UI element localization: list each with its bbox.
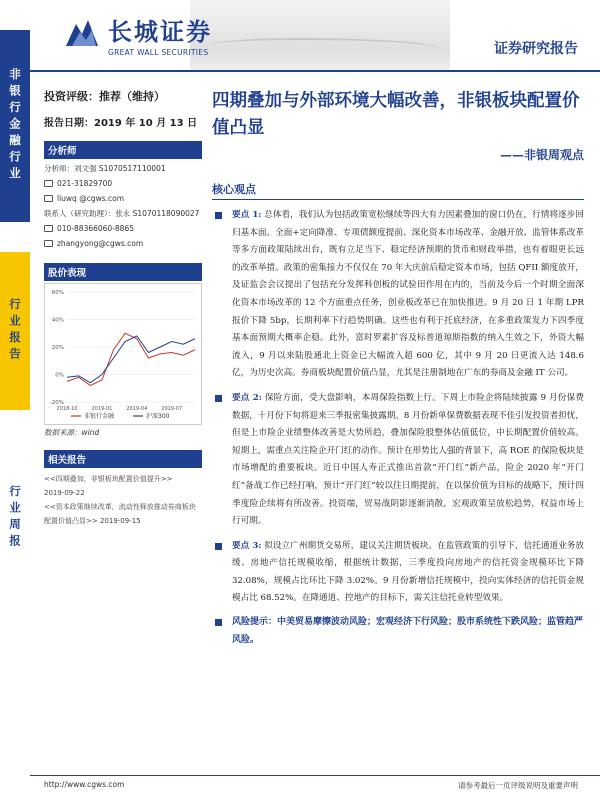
analyst-name: 分析师：刘文强 S1070517110001 bbox=[44, 164, 166, 173]
sidebar bbox=[44, 88, 202, 528]
analyst-email[interactable]: liuwq @cgws.com bbox=[57, 194, 125, 203]
strip-weekly bbox=[0, 465, 30, 570]
price-chart-svg bbox=[45, 284, 201, 424]
footer-website[interactable]: http://www.cgws.com bbox=[44, 780, 125, 789]
core-view-header: 核心观点 bbox=[212, 181, 584, 200]
analyst-header: 分析师 bbox=[44, 141, 202, 159]
series-line-0 bbox=[67, 333, 195, 385]
contact-email-row bbox=[44, 236, 202, 251]
key-point-2-label: 要点 2: bbox=[232, 392, 262, 403]
strip-industry-label: 非银行金融行业 bbox=[8, 68, 22, 184]
logo-cn: 长城证券 bbox=[108, 18, 212, 46]
analyst-phone: 021-31829700 bbox=[57, 179, 113, 188]
company-logo bbox=[62, 12, 212, 57]
y-tick-label: 60% bbox=[51, 290, 64, 296]
left-strip bbox=[0, 0, 30, 800]
report-title: 四期叠加与外部环境大幅改善，非银板块配置价值凸显 bbox=[212, 91, 580, 138]
key-point-3-text: 拟设立广州期货交易所，建议关注期货板块。在监管政策的引导下，信托通道业务放缓、房地产信托规模收缩，根据统计数据，三季度投向房地产的信托资金规模环比下降 32.08%，规模占比环比下降 3.02%。9 月份新增信托规模中，投向实体经济的信托资金规模占比 68.52%。在降通道、控地产的目标下，需关注信托业转型效果。 bbox=[232, 540, 584, 604]
report-subtitle: ——非银周观点 bbox=[499, 148, 584, 162]
great-wall-ridge bbox=[210, 38, 440, 56]
strip-report bbox=[0, 252, 30, 410]
legend-label-0: 非银行金融 bbox=[84, 413, 115, 420]
related-report-1-date: 2019-09-22 bbox=[44, 489, 85, 497]
strip-weekly-label: 行业周报 bbox=[8, 484, 22, 551]
related-header: 相关报告 bbox=[44, 450, 202, 468]
phone-icon bbox=[44, 225, 53, 232]
x-tick-label: 2019-07 bbox=[161, 406, 183, 412]
y-tick-label: 40% bbox=[51, 317, 64, 324]
contact-name: 联系人（研究助理）：张永 S1070118090027 bbox=[44, 209, 200, 218]
page-header bbox=[30, 0, 600, 70]
analyst-email-row bbox=[44, 191, 202, 206]
logo-icon bbox=[62, 16, 102, 54]
phone-icon bbox=[44, 180, 53, 187]
email-icon bbox=[44, 240, 53, 247]
related-report-2[interactable]: <<资本政策继续改革，流动性释放推动券商板块配置价值凸显>> 2019-09-15 bbox=[44, 503, 196, 525]
key-point-3-label: 要点 3: bbox=[232, 540, 262, 551]
strip-industry bbox=[0, 30, 30, 222]
contact-phone-row bbox=[44, 221, 202, 236]
footer-disclaimer: 请参考最后一页评级说明及重要声明 bbox=[458, 781, 578, 790]
email-icon bbox=[44, 195, 53, 202]
key-point-2 bbox=[212, 390, 584, 531]
risk-warning: 风险提示：中美贸易摩擦波动风险；宏观经济下行风险；股市系统性下跌风险；监管趋严风险。 bbox=[212, 614, 584, 649]
x-tick-label: 2018-10 bbox=[56, 406, 78, 412]
related-report-1[interactable]: <<四期叠加，非银板块配置价值提升>> bbox=[44, 475, 173, 483]
investment-rating: 投资评级：推荐（维持） bbox=[44, 90, 165, 103]
legend-label-1: 沪深300 bbox=[146, 413, 170, 420]
y-tick-label: 0% bbox=[55, 372, 64, 379]
x-tick-label: 2019-01 bbox=[91, 406, 113, 412]
key-point-3 bbox=[212, 538, 584, 608]
report-type: 证券研究报告 bbox=[494, 41, 578, 57]
contact-email[interactable]: zhangyong@cgws.com bbox=[57, 239, 144, 248]
great-wall-image bbox=[190, 0, 450, 70]
analyst-phone-row bbox=[44, 176, 202, 191]
key-point-1-label: 要点 1: bbox=[232, 210, 262, 220]
contact-phone: 010-88366060-8865 bbox=[57, 224, 134, 233]
key-point-2-text: 保险方面，受大盘影响，本周保险指数上行。下周上市险企将陆续披露 9 月份保费数据，十月份下旬将迎来三季报密集披露期。8 月份新单保费数据表现不佳引发投资者担忧，但是上市险企业绩整体改善是大势所趋，叠加保险股整体估值低位，中长期配置价值较高。短期上，需重点关注险企开门红的动作。预计在形势比人强的背景下，高 ROE 的保险板块是市场增配的重要板块。近日中国人寿正式推出首款“开门红”新产品，险企 2020 年“开门红”备战工作已经打响，预计“开门红”较以往日期提前，在以保价值为目标的战略下，预计四季度险企续将有所改善。投资端，贸易战阴影逐渐消散，宏观政策呈放松趋势，权益市场上行可期。 bbox=[232, 392, 584, 527]
logo-en: GREAT WALL SECURITIES bbox=[108, 48, 209, 57]
strip-report-label: 行业报告 bbox=[8, 298, 22, 364]
contact-name-row bbox=[44, 206, 202, 221]
chart-source: 数据来源：wind bbox=[44, 428, 100, 437]
performance-header: 股价表现 bbox=[44, 263, 202, 281]
key-point-1-text: 总体看，我们认为包括政策宽松继续等四大有力因素叠加的窗口仍在，行情将逐步回归基本面。全面+定向降准、专项债额度提前、深化资本市场改革、金融开放、监管体系改革等多方面政策陆续出台，既有立足当下、稳定经济预期的货币和财政举措，也有着眼更长远的改革举措。政策的密集接力不仅仅在 70 年大庆前后稳定资本市场，包括 QFII 额度放开，及证监会会议提出了包括充分发挥科创板的试验田作用在内的，当前及今后一个时期全面深化资本市场改革的 12 个方面重点任务，创业板改革已在加快推进。9 月 20 日 1 年期 LPR 报价下降 5bp，长期利率下行趋势明确。这些也有利于托底经济，在多重政策发力下四季度基本面预期大概率企稳。此外，富时罗素扩容及标普道琼斯指数的纳入生效之下，外资大幅流入，9 月以来陆股通北上资金已大幅流入超 600 亿，其中 9 月 20 日更流入达 148.6 亿，为历史次高。券商板块配置价值凸显，尤其是注册制地在广东的券商及金融 IT 公司。 bbox=[232, 210, 584, 379]
price-chart bbox=[44, 283, 202, 425]
report-date: 报告日期：2019 年 10 月 13 日 bbox=[44, 118, 198, 129]
footer-rule bbox=[30, 775, 600, 776]
x-tick-label: 2019-04 bbox=[126, 406, 148, 412]
analyst-info bbox=[44, 161, 202, 251]
y-tick-label: 20% bbox=[51, 345, 64, 351]
main-content bbox=[212, 88, 584, 649]
related-reports bbox=[44, 472, 202, 528]
y-tick-label: -20% bbox=[49, 400, 64, 406]
analyst-name-row bbox=[44, 161, 202, 176]
key-point-1 bbox=[212, 207, 584, 383]
header-rule bbox=[30, 70, 600, 72]
series-line-1 bbox=[67, 336, 195, 383]
